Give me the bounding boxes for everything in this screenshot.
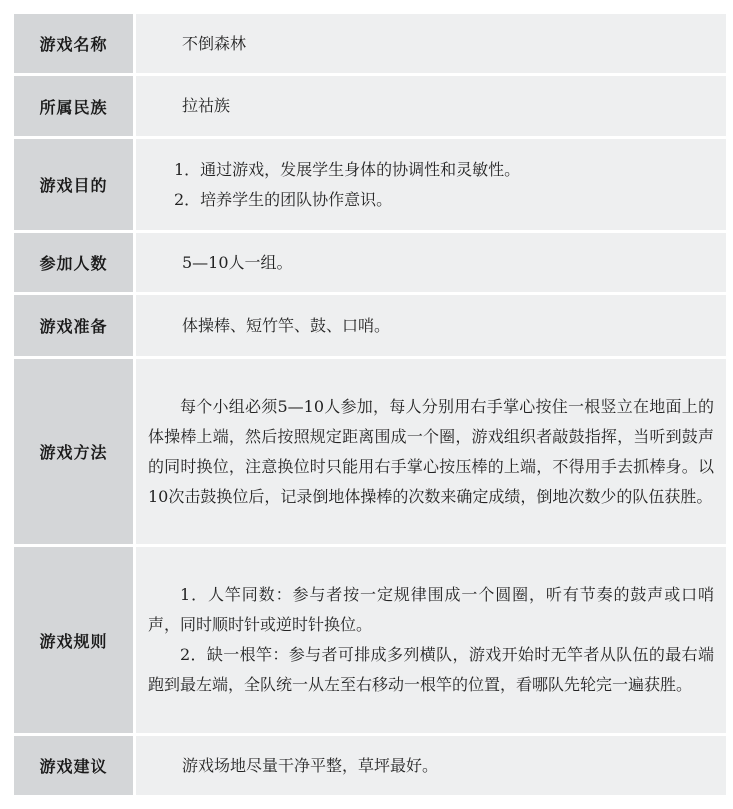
row-value [136, 295, 726, 356]
row-value [136, 233, 726, 292]
method-paragraph: 每个小组必须5—10人参加，每人分别用右手掌心按住一根竖立在地面上的体操棒上端，然后按照规定距离围成一个圈，游戏组织者敲鼓指挥，当听到鼓声的同时换位，注意换位时只能用右手掌心按压棒的上端，不得用手去抓棒身。以10次击鼓换位后，记录倒地体操棒的次数来确定成绩，倒地次数少的队伍获胜。 [148, 396, 714, 506]
table-row-suggestion [14, 736, 726, 795]
row-value [136, 14, 726, 73]
table-row-purpose [14, 139, 726, 230]
game-info-table [11, 11, 729, 798]
purpose-item: 2．培养学生的团队协作意识。 [174, 189, 393, 209]
row-label: 游戏建议 [14, 736, 133, 795]
rule-paragraph: 1．人竿同数：参与者按一定规律围成一个圆圈，听有节奏的鼓声或口哨声，同时顺时针或逆时针换位。 [148, 585, 714, 634]
participants-text: 5—10人一组。 [182, 252, 293, 272]
row-label: 游戏规则 [14, 547, 133, 733]
suggestion-text: 游戏场地尽量干净平整，草坪最好。 [182, 755, 439, 775]
row-label: 参加人数 [14, 233, 133, 292]
table-row-ethnicity [14, 76, 726, 136]
row-value [136, 76, 726, 136]
row-value [136, 547, 726, 733]
rule-paragraph: 2．缺一根竿：参与者可排成多列横队，游戏开始时无竿者从队伍的最右端跑到最左端，全队统一从左至右移动一根竿的位置，看哪队先轮完一遍获胜。 [148, 645, 714, 694]
row-label: 游戏目的 [14, 139, 133, 230]
equipment-text: 体操棒、短竹竿、鼓、口哨。 [182, 315, 391, 335]
row-value [136, 139, 726, 230]
game-name-text: 不倒森林 [182, 33, 247, 53]
table-row-participants [14, 233, 726, 292]
row-label: 所属民族 [14, 76, 133, 136]
row-value [136, 736, 726, 795]
row-value [136, 359, 726, 544]
table-row-name [14, 14, 726, 73]
purpose-item: 1．通过游戏，发展学生身体的协调性和灵敏性。 [174, 159, 521, 179]
table-row-method [14, 359, 726, 544]
row-label: 游戏名称 [14, 14, 133, 73]
row-label: 游戏准备 [14, 295, 133, 356]
ethnicity-text: 拉祜族 [182, 96, 231, 115]
row-label: 游戏方法 [14, 359, 133, 544]
table-row-rules [14, 547, 726, 733]
table-row-equipment [14, 295, 726, 356]
